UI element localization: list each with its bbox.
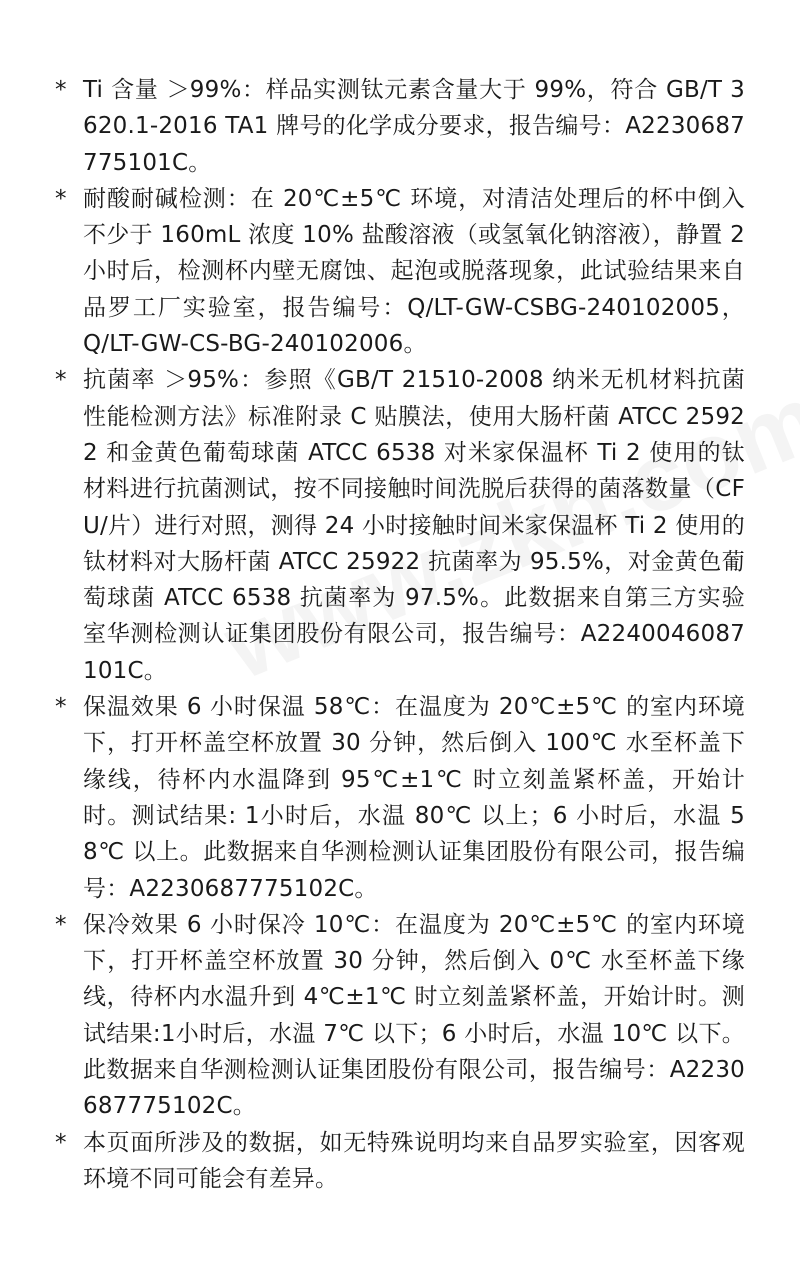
footnote-antibacterial-rate: [55, 362, 745, 689]
footnote-text: Ti 含量 ＞99%：样品实测钛元素含量大于 99%，符合 GB/T 3620.1-2016 TA1 牌号的化学成分要求，报告编号：A2230687775101C。: [83, 77, 745, 176]
bullet-marker: *: [55, 185, 67, 212]
footnote-text: 本页面所涉及的数据，如无特殊说明均来自品罗实验室，因客观环境不同可能会有差异。: [83, 1129, 745, 1192]
footnote-data-disclaimer: [55, 1125, 745, 1198]
footnote-text: 耐酸耐碱检测：在 20℃±5℃ 环境，对清洁处理后的杯中倒入不少于 160mL 浓度 10% 盐酸溶液（或氢氧化钠溶液），静置 2 小时后，检测杯内壁无腐蚀、起泡或脱落现象，此试验结果来自品罗工厂实验室，报告编号：Q/LT-GW-CSBG-240102005，Q/LT-GW-CS-BG-240102006。: [83, 185, 745, 358]
footnote-text: 抗菌率 ＞95%：参照《GB/T 21510-2008 纳米无机材料抗菌性能检测方法》标准附录 C 贴膜法，使用大肠杆菌 ATCC 25922 和金黄色葡萄球菌 ATCC 6538 对米家保温杯 Ti 2 使用的钛材料进行抗菌测试，按不同接触时间洗脱后获得的菌落数量（CFU/片）进行对照，测得 24 小时接触时间米家保温杯 Ti 2 使用的钛材料对大肠杆菌 ATCC 25922 抗菌率为 95.5%，对金黄色葡萄球菌 ATCC 6538 抗菌率为 97.5%。此数据来自第三方实验室华测检测认证集团股份有限公司，报告编号：A2240046087101C。: [83, 367, 745, 684]
footnote-text: 保冷效果 6 小时保冷 10℃：在温度为 20℃±5℃ 的室内环境下，打开杯盖空杯放置 30 分钟，然后倒入 0℃ 水至杯盖下缘线，待杯内水温升到 4℃±1℃ 时立刻盖紧杯盖，开始计时。测试结果:1小时后，水温 7℃ 以下；6 小时后，水温 10℃ 以下。此数据来自华测检测认证集团股份有限公司，报告编号：A2230687775102C。: [83, 911, 745, 1120]
footnote-cold-retention: [55, 907, 745, 1125]
bullet-marker: *: [55, 694, 67, 721]
footnote-acid-alkali-test: [55, 181, 745, 362]
bullet-marker: *: [55, 77, 67, 103]
bullet-marker: *: [55, 367, 67, 394]
footnote-list: [55, 72, 745, 1197]
bullet-marker: *: [55, 911, 67, 938]
footnote-heat-retention: [55, 689, 745, 907]
footnote-ti-content: [55, 72, 745, 181]
footnote-text: 保温效果 6 小时保温 58℃：在温度为 20℃±5℃ 的室内环境下，打开杯盖空杯放置 30 分钟，然后倒入 100℃ 水至杯盖下缘线，待杯内水温降到 95℃±1℃ 时立刻盖紧杯盖，开始计时。测试结果: 1小时后，水温 80℃ 以上；6 小时后，水温 58℃ 以上。此数据来自华测检测认证集团股份有限公司，报告编号：A2230687775102C。: [83, 694, 746, 902]
bullet-marker: *: [55, 1129, 67, 1156]
